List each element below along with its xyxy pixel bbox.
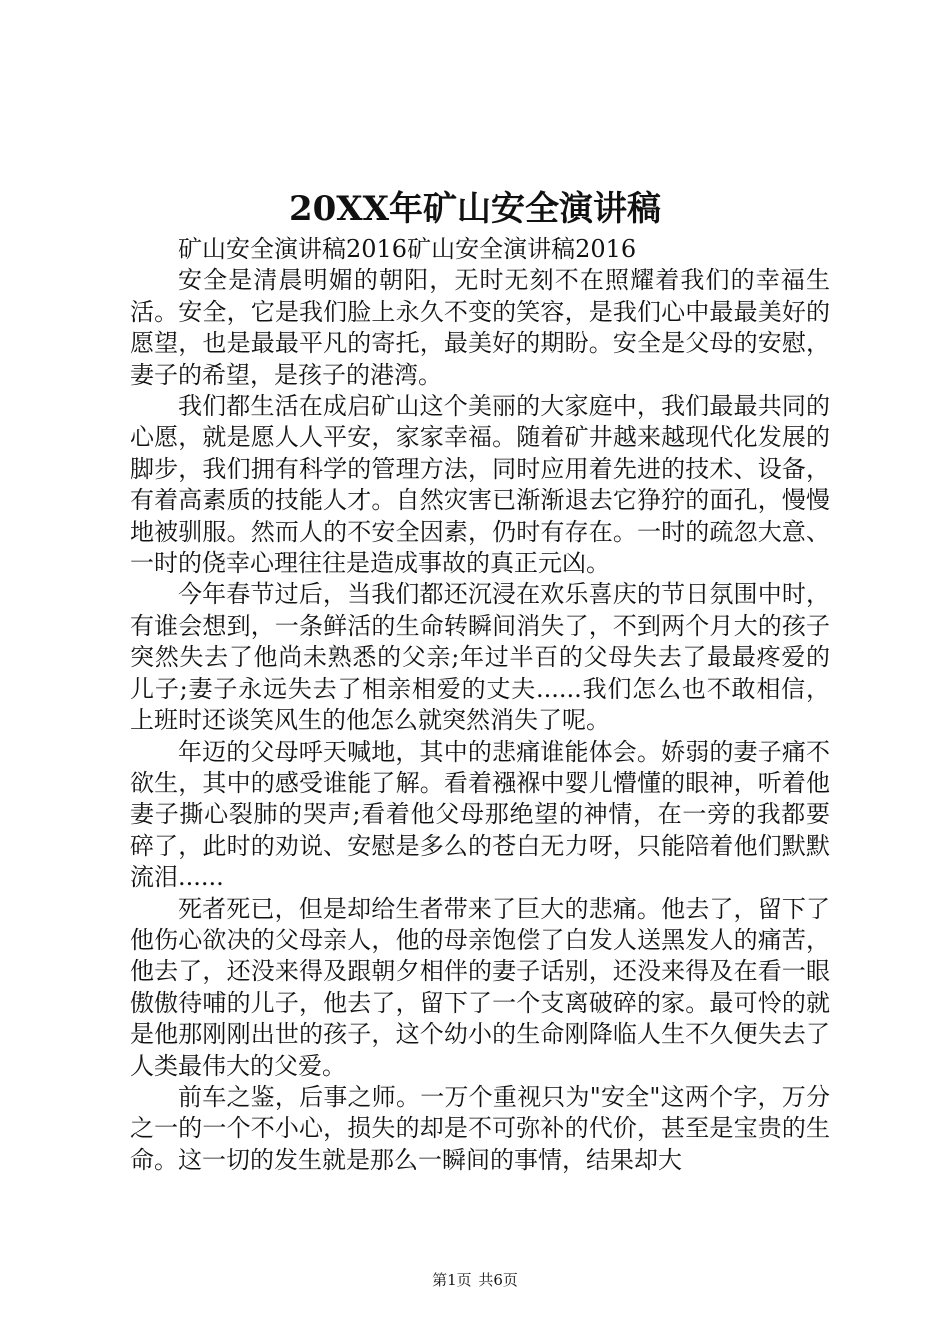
paragraph: 今年春节过后，当我们都还沉浸在欢乐喜庆的节日氛围中时，有谁会想到，一条鲜活的生命转瞬间消失了，不到两个月大的孩子突然失去了他尚未熟悉的父亲;年过半百的父母失去了最最疼爱的儿子;妻子永远失去了相亲相爱的丈夫......我们怎么也不敢相信，上班时还谈笑风生的他怎么就突然消失了呢。 [130,580,830,735]
page-number: 第1页 [432,1271,472,1289]
page-footer [0,1270,950,1290]
document-title: 20XX年矿山安全演讲稿 [288,189,662,229]
page-total: 共6页 [478,1271,518,1289]
paragraph: 我们都生活在成启矿山这个美丽的大家庭中，我们最最共同的心愿，就是愿人人平安，家家幸福。随着矿井越来越现代化发展的脚步，我们拥有科学的管理方法，同时应用着先进的技术、设备，有着高素质的技能人才。自然灾害已渐渐退去它狰狞的面孔，慢慢地被驯服。然而人的不安全因素，仍时有存在。一时的疏忽大意、一时的侥幸心理往往是造成事故的真正元凶。 [130,392,830,578]
paragraph-subtitle: 矿山安全演讲稿2016矿山安全演讲稿2016 [178,235,637,263]
document-body [130,234,830,1176]
paragraph: 死者死已，但是却给生者带来了巨大的悲痛。他去了，留下了他伤心欲决的父母亲人，他的母亲饱偿了白发人送黑发人的痛苦，他去了，还没来得及跟朝夕相伴的妻子话别，还没来得及在看一眼傲傲待哺的儿子，他去了，留下了一个支离破碎的家。最可怜的就是他那刚刚出世的孩子，这个幼小的生命刚降临人生不久便失去了人类最伟大的父爱。 [130,894,830,1080]
paragraph: 前车之鉴，后事之师。一万个重视只为"安全"这两个字，万分之一的一个不小心，损失的却是不可弥补的代价，甚至是宝贵的生命。这一切的发生就是那么一瞬间的事情，结果却大 [130,1082,830,1174]
paragraph: 年迈的父母呼天喊地，其中的悲痛谁能体会。娇弱的妻子痛不欲生，其中的感受谁能了解。看着襁褓中婴儿懵懂的眼神，听着他妻子撕心裂肺的哭声;看着他父母那绝望的神情，在一旁的我都要碎了，此时的劝说、安慰是多么的苍白无力呀，只能陪着他们默默流泪...... [130,737,830,892]
paragraph: 安全是清晨明媚的朝阳，无时无刻不在照耀着我们的幸福生活。安全，它是我们脸上永久不变的笑容，是我们心中最最美好的愿望，也是最最平凡的寄托，最美好的期盼。安全是父母的安慰，妻子的希望，是孩子的港湾。 [130,266,830,389]
